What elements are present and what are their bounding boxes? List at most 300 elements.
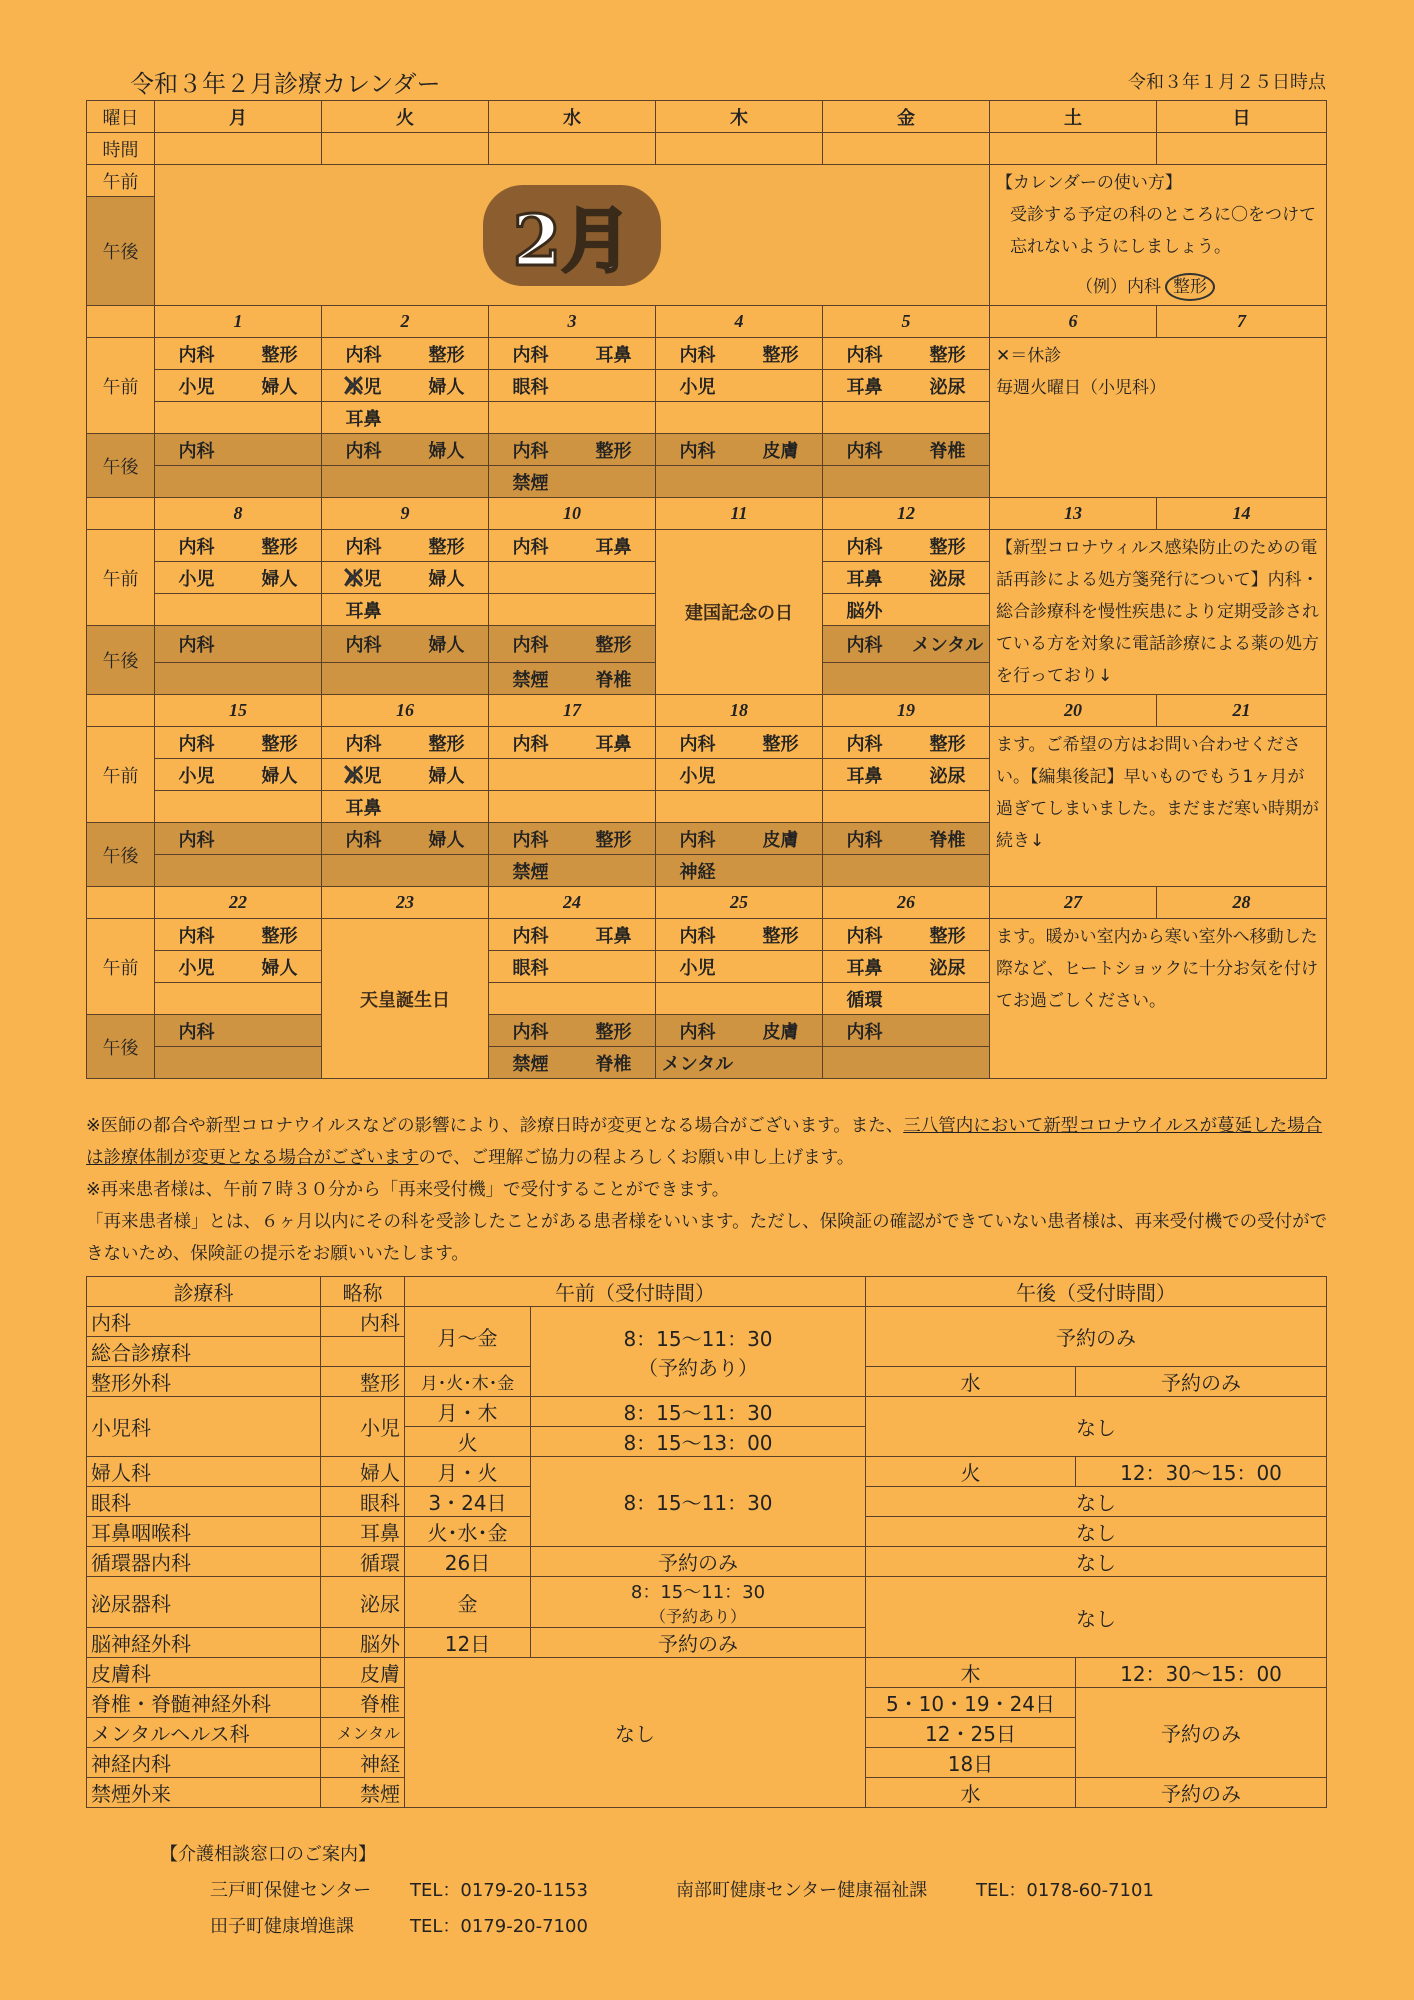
pm-slot[interactable] xyxy=(656,1047,823,1079)
dept-abbr[interactable]: 婦人 xyxy=(428,568,465,590)
pm-slot[interactable] xyxy=(322,663,489,695)
day-number: 3 xyxy=(489,306,656,338)
dept-abbr[interactable]: 泌尿 xyxy=(929,568,966,590)
slot-pair xyxy=(656,730,822,756)
am-slot[interactable] xyxy=(155,370,322,402)
slot-pair xyxy=(489,341,655,367)
dept-abbr[interactable]: 整形 xyxy=(428,733,465,755)
dept-abbr[interactable]: 小児 xyxy=(679,957,716,979)
dept-abbr[interactable]: 耳鼻 xyxy=(345,797,382,819)
dept-abbr[interactable] xyxy=(238,437,321,463)
am-slot[interactable] xyxy=(823,727,990,759)
dept-abbr: 内科 xyxy=(321,1307,405,1337)
shoni-am-days2: 火 xyxy=(405,1427,531,1457)
dept-name: 内科 xyxy=(87,1307,321,1337)
pm-slot[interactable] xyxy=(155,855,322,887)
dept-abbr[interactable]: 婦人 xyxy=(261,957,298,979)
pm-slot[interactable] xyxy=(155,1047,322,1079)
pm-slot[interactable] xyxy=(823,466,990,498)
dept-abbr[interactable]: 泌尿 xyxy=(929,376,966,398)
am-slot[interactable] xyxy=(155,983,322,1015)
dept-abbr[interactable]: 脊椎 xyxy=(929,829,966,851)
dept-abbr[interactable]: 耳鼻 xyxy=(345,408,382,430)
week-note xyxy=(990,338,1327,498)
dept-abbr[interactable]: 整形 xyxy=(428,344,465,366)
am-slot[interactable] xyxy=(489,594,656,626)
dept-abbr[interactable]: 禁煙 xyxy=(512,669,549,691)
dept-abbr[interactable]: 眼科 xyxy=(512,376,549,398)
pm-slot[interactable] xyxy=(823,663,990,695)
am-slot[interactable] xyxy=(322,791,489,823)
dept-name: 総合診療科 xyxy=(87,1337,321,1367)
am-slot[interactable] xyxy=(656,791,823,823)
dept-name: 泌尿器科 xyxy=(87,1577,321,1628)
dept-name: 耳鼻咽喉科 xyxy=(87,1517,321,1547)
day-number: 4 xyxy=(656,306,823,338)
slot-pair xyxy=(155,533,321,559)
dept-abbr[interactable]: 小児 xyxy=(679,376,716,398)
am-slot[interactable] xyxy=(823,338,990,370)
am-slot[interactable] xyxy=(155,759,322,791)
am-slot[interactable] xyxy=(155,530,322,562)
dept-abbr[interactable]: 内科 xyxy=(512,1021,549,1043)
am-slot[interactable] xyxy=(823,919,990,951)
pm-slot[interactable] xyxy=(656,434,823,466)
dept-abbr[interactable]: 内科 xyxy=(345,635,382,656)
note-line1a: ※医師の都合や新型コロナウイルスなどの影響により、診療日時が変更となる場合がございます。また、 xyxy=(86,1116,904,1136)
dept-abbr[interactable] xyxy=(572,954,655,980)
am-slot[interactable] xyxy=(322,562,489,594)
dept-abbr[interactable]: 内科 xyxy=(178,344,215,366)
slot-pair xyxy=(823,373,989,399)
pm-slot[interactable] xyxy=(656,823,823,855)
dept-abbr[interactable]: 耳鼻 xyxy=(846,568,883,590)
day-number: 7 xyxy=(1157,306,1327,338)
dept-abbr[interactable]: 婦人 xyxy=(261,765,298,787)
dept-abbr[interactable]: 内科 xyxy=(345,536,382,558)
dept-abbr[interactable]: 内科 xyxy=(345,344,382,366)
dept-abbr[interactable] xyxy=(739,762,822,788)
slot-pair xyxy=(656,373,822,399)
am-slot[interactable] xyxy=(656,370,823,402)
dept-abbr[interactable]: 泌尿 xyxy=(929,765,966,787)
dept-abbr[interactable]: 婦人 xyxy=(261,376,298,398)
dept-abbr[interactable]: 耳鼻 xyxy=(595,536,632,558)
dept-abbr[interactable]: 小児 xyxy=(679,765,716,787)
dept-abbr[interactable] xyxy=(906,597,989,623)
dept-name: 皮膚科 xyxy=(87,1658,321,1688)
dept-abbr[interactable]: 小児 ✕ xyxy=(322,762,405,788)
am-time: 8：15～11：30 xyxy=(630,1581,766,1603)
pm-slot[interactable] xyxy=(489,1015,656,1047)
dept-abbr[interactable]: 皮膚 xyxy=(762,829,799,851)
dept-abbr[interactable]: 内科 xyxy=(679,925,716,947)
pm-label: 午後 xyxy=(87,823,155,887)
dept-abbr[interactable]: 整形 xyxy=(595,1021,632,1043)
slot-pair xyxy=(155,631,321,657)
hinyo-am-days: 金 xyxy=(405,1577,531,1628)
note-line2: ※再来患者様は、午前７時３０分から「再来受付機」で受付することができます。 xyxy=(86,1180,730,1200)
fujin-am-days: 月・火 xyxy=(405,1457,531,1487)
day-number: 9 xyxy=(322,498,489,530)
am-slot[interactable] xyxy=(823,791,990,823)
dept-abbr[interactable]: 整形 xyxy=(261,733,298,755)
dept-abbr[interactable]: 内科 xyxy=(512,635,549,656)
slot-pair xyxy=(823,565,989,591)
am-slot[interactable] xyxy=(823,951,990,983)
dept-abbr[interactable]: 整形 xyxy=(595,829,632,851)
dept-abbr[interactable]: 内科 xyxy=(512,829,549,851)
dept-abbr[interactable]: 整形 xyxy=(929,733,966,755)
slot-pair xyxy=(489,437,655,463)
pm-slot[interactable] xyxy=(489,434,656,466)
slot-pair xyxy=(489,826,655,852)
dept-abbr[interactable]: 泌尿 xyxy=(929,957,966,979)
mental-pm-days: 12・25日 xyxy=(866,1718,1076,1748)
dept-name: メンタルヘルス科 xyxy=(87,1718,321,1748)
dept-abbr[interactable]: 禁煙 xyxy=(512,861,549,883)
am-slot[interactable] xyxy=(823,370,990,402)
am-label: 午前 xyxy=(87,919,155,1015)
dept-abbr[interactable]: メンタル xyxy=(911,635,984,656)
dept-abbr[interactable] xyxy=(572,469,655,495)
dept-abbr[interactable]: 小児 xyxy=(178,957,215,979)
slot-pair xyxy=(656,341,822,367)
slot-pair xyxy=(656,1018,822,1044)
week-note xyxy=(990,919,1327,1079)
slot-pair xyxy=(155,565,321,591)
dept-abbr[interactable]: 整形 xyxy=(428,536,465,558)
dept-abbr[interactable] xyxy=(238,1018,321,1044)
dept-abbr[interactable] xyxy=(906,986,989,1012)
day-number: 19 xyxy=(823,695,990,727)
slot-pair xyxy=(823,986,989,1012)
pm-slot[interactable] xyxy=(155,1015,322,1047)
am-slot[interactable] xyxy=(823,530,990,562)
slot-pair xyxy=(823,341,989,367)
pm-slot[interactable] xyxy=(322,855,489,887)
dept-abbr[interactable]: 整形 xyxy=(261,925,298,947)
am-slot[interactable] xyxy=(155,402,322,434)
weekday-header: 日 xyxy=(1157,101,1327,133)
dept-abbr[interactable] xyxy=(739,954,822,980)
dept-abbr[interactable]: 整形 xyxy=(762,344,799,366)
pm-slot[interactable] xyxy=(489,626,656,663)
dept-abbr[interactable]: 整形 xyxy=(762,733,799,755)
am-slot[interactable] xyxy=(322,759,489,791)
dept-abbr[interactable]: 内科 xyxy=(679,733,716,755)
dept-abbr[interactable]: 内科 xyxy=(846,344,883,366)
notes xyxy=(86,1110,1336,1270)
dept-abbr[interactable]: 禁煙 xyxy=(512,472,549,494)
dept-abbr[interactable]: 内科 xyxy=(846,925,883,947)
am-slot[interactable] xyxy=(489,983,656,1015)
dept-abbr[interactable]: 内科 xyxy=(679,829,716,851)
dept-abbr[interactable]: 耳鼻 xyxy=(595,344,632,366)
am-slot[interactable] xyxy=(155,951,322,983)
dept-abbr[interactable] xyxy=(238,631,321,657)
dept-abbr: 循環 xyxy=(321,1547,405,1577)
dept-abbr[interactable] xyxy=(405,597,488,623)
dept-abbr[interactable] xyxy=(739,858,822,884)
dept-abbr[interactable]: 小児 xyxy=(178,765,215,787)
am-slot[interactable] xyxy=(656,983,823,1015)
contact-tel: TEL：0179-20-1153 xyxy=(410,1880,588,1901)
dept-abbr[interactable]: 整形 xyxy=(595,635,632,656)
dept-abbr[interactable]: 脊椎 xyxy=(595,669,632,691)
pm-slot[interactable] xyxy=(322,823,489,855)
dept-abbr[interactable]: 耳鼻 xyxy=(846,957,883,979)
dept-abbr[interactable]: 脳外 xyxy=(846,600,883,622)
slot-pair xyxy=(322,597,488,623)
dept-name: 小児科 xyxy=(87,1397,321,1457)
pm-slot[interactable] xyxy=(155,434,322,466)
am-slot[interactable] xyxy=(823,594,990,626)
dept-abbr[interactable] xyxy=(572,373,655,399)
dept-abbr[interactable]: 耳鼻 xyxy=(345,600,382,622)
dept-abbr[interactable]: 内科 xyxy=(512,733,549,755)
slot-pair xyxy=(155,730,321,756)
am-label: 午前 xyxy=(87,338,155,434)
slot-pair xyxy=(322,533,488,559)
dept-abbr[interactable]: 内科 xyxy=(846,536,883,558)
week-note xyxy=(990,727,1327,887)
am-slot[interactable] xyxy=(322,370,489,402)
dept-abbr[interactable]: 内科 xyxy=(178,925,215,947)
ganka-pm: なし xyxy=(866,1487,1327,1517)
dept-abbr[interactable]: 内科 xyxy=(178,733,215,755)
th-abbr: 略称 xyxy=(321,1277,405,1307)
dept-abbr[interactable]: 耳鼻 xyxy=(846,376,883,398)
dept-abbr[interactable] xyxy=(739,373,822,399)
junkan-pm: なし xyxy=(866,1547,1327,1577)
dept-abbr: 脊椎 xyxy=(321,1688,405,1718)
dept-abbr[interactable]: 循環 xyxy=(846,989,883,1011)
am-slot[interactable] xyxy=(155,594,322,626)
dept-abbr[interactable]: 婦人 xyxy=(428,376,465,398)
am-slot[interactable] xyxy=(823,402,990,434)
dept-abbr[interactable]: 皮膚 xyxy=(762,440,799,462)
slot-pair xyxy=(656,826,822,852)
pm-slot[interactable] xyxy=(489,663,656,695)
am-slot[interactable] xyxy=(823,562,990,594)
am-time: 8：15～11：30 xyxy=(623,1326,773,1351)
dept-abbr[interactable]: 内科 xyxy=(679,440,716,462)
am-slot[interactable] xyxy=(489,370,656,402)
dept-abbr[interactable]: メンタル xyxy=(661,1053,734,1075)
kinen-pm-days: 水 xyxy=(866,1778,1076,1808)
dept-abbr[interactable]: 神経 xyxy=(679,861,716,883)
am-slot[interactable] xyxy=(155,338,322,370)
slot-pair xyxy=(656,437,822,463)
dept-abbr[interactable]: 耳鼻 xyxy=(595,925,632,947)
dept-abbr[interactable]: 耳鼻 xyxy=(595,733,632,755)
day-number: 13 xyxy=(990,498,1157,530)
weekday-header: 土 xyxy=(990,101,1157,133)
dept-abbr[interactable]: 内科 xyxy=(846,635,883,656)
pm-slot[interactable] xyxy=(322,626,489,663)
dept-abbr[interactable]: 脊椎 xyxy=(595,1053,632,1075)
dept-abbr[interactable]: 小児 xyxy=(178,376,215,398)
pm-slot[interactable] xyxy=(155,823,322,855)
dept-abbr[interactable]: 内科 xyxy=(512,440,549,462)
dept-abbr[interactable]: 内科 xyxy=(345,733,382,755)
pm-slot[interactable] xyxy=(823,823,990,855)
dept-abbr[interactable]: 内科 xyxy=(679,1021,716,1043)
dept-abbr[interactable]: 整形 xyxy=(929,536,966,558)
am-slot[interactable] xyxy=(823,759,990,791)
dept-abbr[interactable] xyxy=(572,858,655,884)
pm-label: 午後 xyxy=(87,197,155,306)
dept-abbr[interactable]: 内科 xyxy=(178,1021,215,1043)
pm-slot[interactable] xyxy=(823,434,990,466)
dept-abbr[interactable] xyxy=(405,794,488,820)
pm-slot[interactable] xyxy=(155,626,322,663)
holiday-label: 天皇誕生日 xyxy=(360,989,450,1011)
dept-abbr[interactable]: 内科 xyxy=(846,1021,883,1043)
dept-abbr[interactable]: 小児 ✕ xyxy=(322,373,405,399)
dept-abbr[interactable]: 整形 xyxy=(929,344,966,366)
am-slot[interactable] xyxy=(322,594,489,626)
dept-abbr[interactable]: 皮膚 xyxy=(762,1021,799,1043)
pm-slot[interactable] xyxy=(823,626,990,663)
pm-slot[interactable] xyxy=(322,466,489,498)
pm-slot[interactable] xyxy=(489,466,656,498)
dept-abbr[interactable]: 内科 xyxy=(679,344,716,366)
pm-slot[interactable] xyxy=(489,823,656,855)
am-slot[interactable] xyxy=(489,562,656,594)
dept-abbr: 神経 xyxy=(321,1748,405,1778)
dept-abbr[interactable]: 婦人 xyxy=(428,829,465,851)
am-slot[interactable] xyxy=(489,951,656,983)
am-slot[interactable] xyxy=(656,759,823,791)
dept-abbr[interactable]: 整形 xyxy=(762,925,799,947)
dept-abbr[interactable]: 内科 xyxy=(512,925,549,947)
pm-slot[interactable] xyxy=(656,1015,823,1047)
dept-abbr[interactable]: 内科 xyxy=(846,733,883,755)
dept-abbr[interactable]: 内科 xyxy=(345,829,382,851)
shoni-pm: なし xyxy=(866,1397,1327,1457)
am-slot[interactable] xyxy=(823,983,990,1015)
am-slot[interactable] xyxy=(322,402,489,434)
note-line1b: 三八管内において新型コロナウイルスが蔓延した場合は診療体制が変更となる場合がございます xyxy=(86,1116,1323,1168)
pm-slot[interactable] xyxy=(823,1015,990,1047)
dept-abbr[interactable] xyxy=(739,1050,822,1076)
pm-slot[interactable] xyxy=(489,1047,656,1079)
th-pm: 午後（受付時間） xyxy=(866,1277,1327,1307)
am-slot[interactable] xyxy=(489,727,656,759)
pm-slot[interactable] xyxy=(823,1047,990,1079)
naika-am-days: 月～金 xyxy=(405,1307,531,1367)
dept-abbr[interactable]: 小児 xyxy=(178,568,215,590)
pm-slot[interactable] xyxy=(656,855,823,887)
slot-pair xyxy=(656,762,822,788)
pm-label: 午後 xyxy=(87,1015,155,1079)
dept-abbr[interactable] xyxy=(405,405,488,431)
pm-slot[interactable] xyxy=(322,434,489,466)
slot-pair xyxy=(489,730,655,756)
am-slot[interactable] xyxy=(322,530,489,562)
dept-abbr[interactable]: 内科 xyxy=(846,440,883,462)
dept-abbr[interactable]: 婦人 xyxy=(261,568,298,590)
slot-pair xyxy=(322,405,488,431)
dept-abbr[interactable]: 内科 xyxy=(512,536,549,558)
pm-slot[interactable] xyxy=(155,466,322,498)
dept-abbr[interactable]: 内科 xyxy=(178,829,215,851)
day-number: 28 xyxy=(1157,887,1327,919)
dept-abbr: 脳外 xyxy=(321,1628,405,1658)
am-slot[interactable] xyxy=(489,759,656,791)
am-slot[interactable] xyxy=(155,919,322,951)
dept-abbr[interactable]: 整形 xyxy=(929,925,966,947)
am-slot[interactable] xyxy=(489,402,656,434)
contact-tel: TEL：0179-20-7100 xyxy=(410,1916,588,1937)
dept-abbr[interactable]: 禁煙 xyxy=(512,1053,549,1075)
am-slot[interactable] xyxy=(489,791,656,823)
dept-abbr[interactable]: 内科 xyxy=(512,344,549,366)
dept-abbr[interactable]: 小児 ✕ xyxy=(322,565,405,591)
pm-slot[interactable] xyxy=(489,855,656,887)
dept-abbr[interactable]: 脊椎 xyxy=(929,440,966,462)
contact-name: 田子町健康増進課 xyxy=(210,1916,354,1937)
am-slot[interactable] xyxy=(155,727,322,759)
am-slot[interactable] xyxy=(155,791,322,823)
am-slot[interactable] xyxy=(489,530,656,562)
dept-abbr[interactable]: 整形 xyxy=(595,440,632,462)
slot-pair xyxy=(322,437,488,463)
dept-abbr[interactable]: 内科 xyxy=(178,536,215,558)
nogai-am-time: 予約のみ xyxy=(531,1628,866,1658)
dept-abbr[interactable]: 婦人 xyxy=(428,440,465,462)
dept-abbr[interactable] xyxy=(906,1018,989,1044)
dept-abbr[interactable]: 内科 xyxy=(345,440,382,462)
am-slot[interactable] xyxy=(656,951,823,983)
day-number: 21 xyxy=(1157,695,1327,727)
row-label-time: 時間 xyxy=(87,133,155,165)
dept-abbr[interactable]: 婦人 xyxy=(428,765,465,787)
weekday-header: 火 xyxy=(322,101,489,133)
pm-slot[interactable] xyxy=(823,855,990,887)
am-slot[interactable] xyxy=(656,402,823,434)
dept-abbr[interactable]: 整形 xyxy=(261,536,298,558)
dept-abbr[interactable]: 婦人 xyxy=(428,635,465,656)
dept-name: 循環器内科 xyxy=(87,1547,321,1577)
am-slot[interactable] xyxy=(656,338,823,370)
am-slot[interactable] xyxy=(489,338,656,370)
hinyo-pm: なし xyxy=(866,1577,1327,1658)
dept-abbr[interactable]: 耳鼻 xyxy=(846,765,883,787)
dept-abbr[interactable]: 内科 xyxy=(846,829,883,851)
am-slot[interactable] xyxy=(322,338,489,370)
dept-abbr[interactable]: 内科 xyxy=(178,635,215,656)
am-slot[interactable] xyxy=(322,727,489,759)
slot-pair xyxy=(155,922,321,948)
dept-abbr[interactable] xyxy=(238,826,321,852)
weekday-header: 木 xyxy=(656,101,823,133)
dept-abbr[interactable]: 整形 xyxy=(261,344,298,366)
am-slot[interactable] xyxy=(489,919,656,951)
am-slot[interactable] xyxy=(656,727,823,759)
dept-abbr[interactable]: 内科 xyxy=(178,440,215,462)
am-slot[interactable] xyxy=(656,919,823,951)
am-label: 午前 xyxy=(87,727,155,823)
am-slot[interactable] xyxy=(155,562,322,594)
day-number: 24 xyxy=(489,887,656,919)
naika-pm: 予約のみ xyxy=(866,1307,1327,1367)
pm-slot[interactable] xyxy=(155,663,322,695)
pm-slot[interactable] xyxy=(656,466,823,498)
dept-abbr[interactable]: 眼科 xyxy=(512,957,549,979)
